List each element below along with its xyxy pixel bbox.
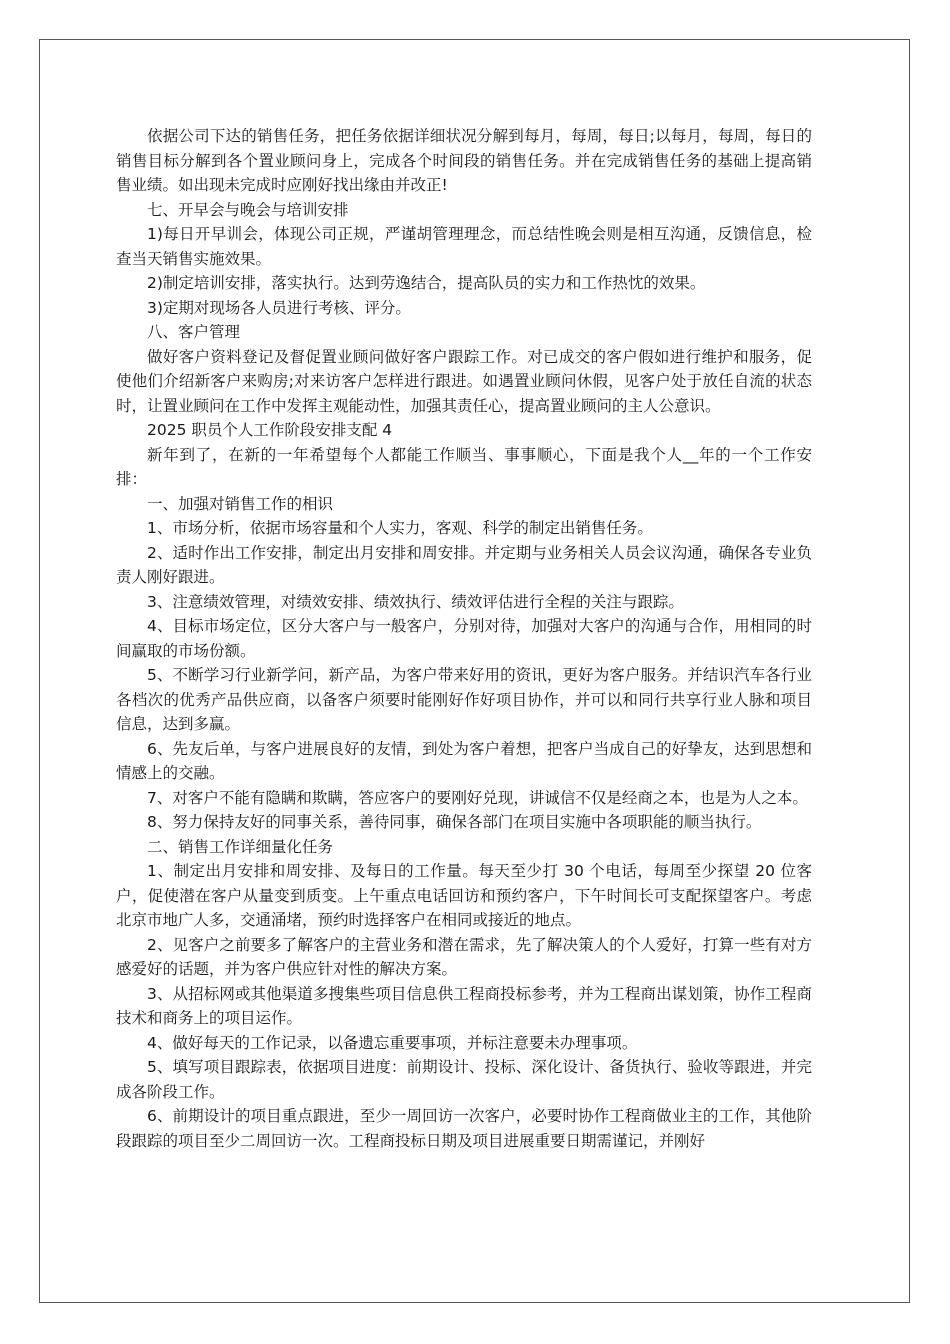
section-heading: 二、销售工作详细量化任务 (147, 837, 334, 856)
paragraph: 2、见客户之前要多了解客户的主营业务和潜在需求，先了解决策人的个人爱好，打算一些有对方感爱好的话题，并为客户供应针对性的解决方案。 (116, 935, 812, 978)
paragraph: 7、对客户不能有隐瞒和欺瞒，答应客户的要刚好兑现，讲诚信不仅是经商之本，也是为人之本。 (147, 788, 808, 807)
paragraph: 2、适时作出工作安排，制定出月安排和周安排。并定期与业务相关人员会议沟通，确保各专业负责人刚好跟进。 (116, 543, 812, 586)
paragraph: 3、注意绩效管理，对绩效安排、绩效执行、绩效评估进行全程的关注与跟踪。 (147, 592, 684, 611)
paragraph: 1、制定出月安排和周安排、及每日的工作量。每天至少打 30 个电话，每周至少探望 20 位客户，促使潜在客户从量变到质变。上午重点电话回访和预约客户，下午时间长可支配探望客户。考虑北京市地广人多，交通涌堵，预约时选择客户在相同或接近的地点。 (116, 862, 812, 929)
paragraph: 依据公司下达的销售任务，把任务依据详细状况分解到每月，每周，每日;以每月，每周，每日的销售目标分解到各个置业顾问身上，完成各个时间段的销售任务。并在完成销售任务的基础上提高销售业绩。如出现未完成时应刚好找出缘由并改正! (116, 127, 812, 194)
paragraph: 1、市场分析，依据市场容量和个人实力，客观、科学的制定出销售任务。 (147, 519, 653, 537)
paragraph: 1)每日开早训会，体现公司正规，严谨胡管理理念，而总结性晚会则是相互沟通，反馈信息，检查当天销售实施效果。 (116, 225, 812, 268)
paragraph: 3、从招标网或其他渠道多搜集些项目信息供工程商投标参考，并为工程商出谋划策，协作工程商技术和商务上的项目运作。 (116, 984, 812, 1027)
paragraph: 4、做好每天的工作记录，以备遗忘重要事项，并标注意要未办理事项。 (147, 1033, 638, 1052)
paragraph: 新年到了，在新的一年希望每个人都能工作顺当、事事顺心，下面是我个人__年的一个工作安排： (116, 445, 812, 488)
section-heading: 八、客户管理 (147, 323, 241, 341)
paragraph: 6、前期设计的项目重点跟进，至少一周回访一次客户，必要时协作工程商做业主的工作，其他阶段跟踪的项目至少二周回访一次。工程商投标日期及项目进展重要日期需谨记，并刚好 (116, 1107, 812, 1150)
document-body (116, 124, 812, 1153)
paragraph: 5、填写项目跟踪表，依据项目进度：前期设计、投标、深化设计、备货执行、验收等跟进，并完成各阶段工作。 (116, 1058, 812, 1101)
document-title: 2025 职员个人工作阶段安排支配 4 (147, 421, 393, 439)
paragraph: 做好客户资料登记及督促置业顾问做好客户跟踪工作。对已成交的客户假如进行维护和服务，促使他们介绍新客户来购房;对来访客户怎样进行跟进。如遇置业顾问休假，见客户处于放任自流的状态时，让置业顾问在工作中发挥主观能动性，加强其责任心，提高置业顾问的主人公意识。 (116, 347, 812, 415)
paragraph: 6、先友后单，与客户进展良好的友情，到处为客户着想，把客户当成自己的好挚友，达到思想和情感上的交融。 (116, 739, 812, 782)
paragraph: 3)定期对现场各人员进行考核、评分。 (147, 298, 411, 317)
paragraph: 4、目标市场定位，区分大客户与一般客户，分别对待，加强对大客户的沟通与合作，用相同的时间赢取的市场份额。 (116, 617, 812, 660)
section-heading: 一、加强对销售工作的相识 (147, 494, 334, 513)
paragraph: 8、努力保持友好的同事关系，善待同事，确保各部门在项目实施中各项职能的顺当执行。 (147, 813, 762, 831)
paragraph: 5、不断学习行业新学问，新产品，为客户带来好用的资讯，更好为客户服务。并结识汽车各行业各档次的优秀产品供应商，以备客户须要时能刚好作好项目协作，并可以和同行共享行业人脉和项目信息，达到多赢。 (116, 666, 812, 733)
section-heading: 七、开早会与晚会与培训安排 (147, 200, 349, 219)
paragraph: 2)制定培训安排，落实执行。达到劳逸结合，提高队员的实力和工作热忱的效果。 (147, 274, 706, 292)
